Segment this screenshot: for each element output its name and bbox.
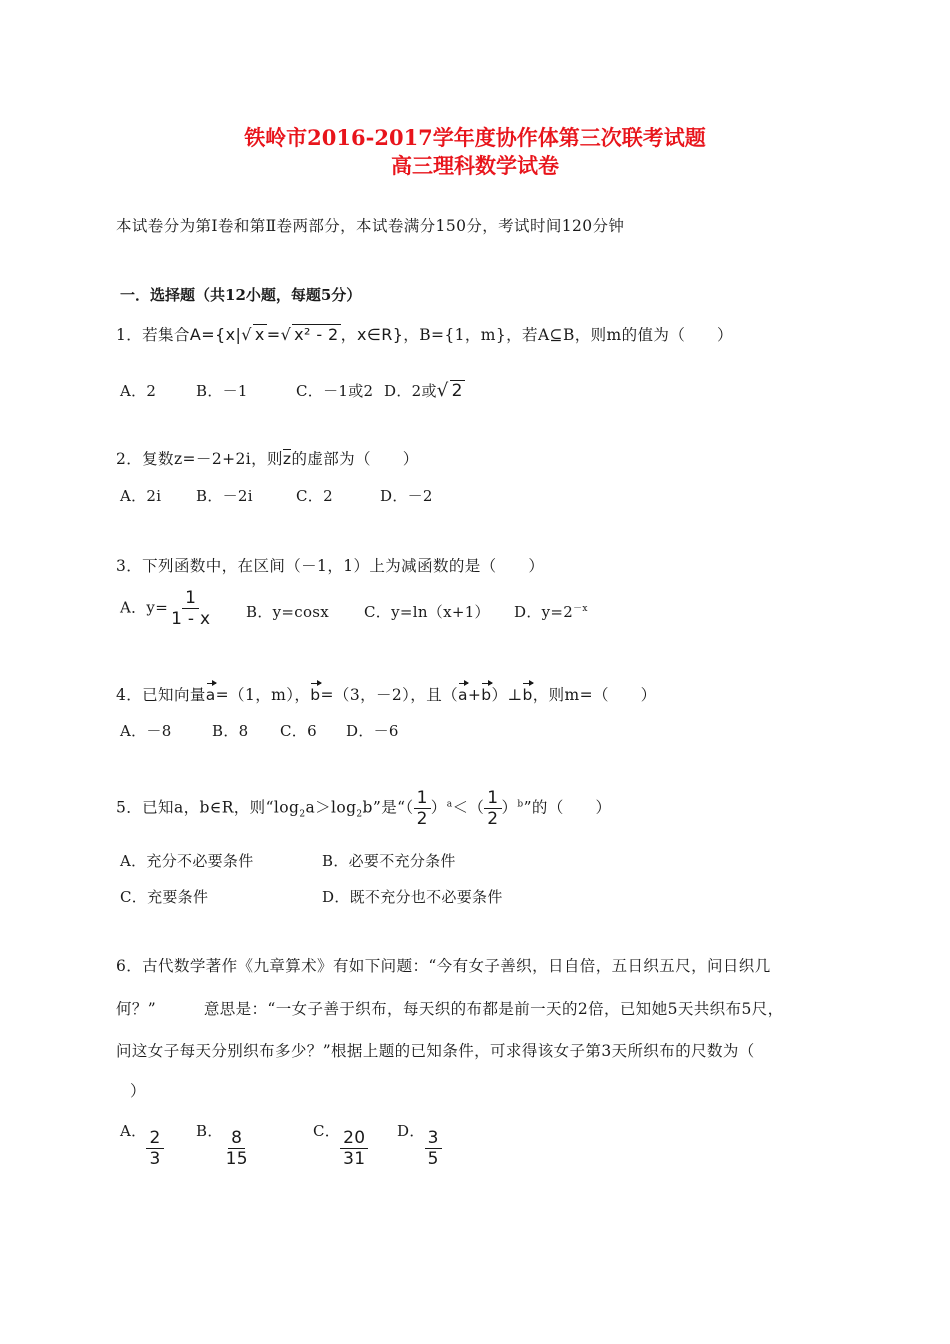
q6-option-b [196,1120,251,1169]
q1-sqrt-x: x [254,325,265,344]
exam-intro: 本试卷分为第Ⅰ卷和第Ⅱ卷两部分，本试卷满分150分，考试时间120分钟 [116,217,625,235]
q1-option-c: C．－1或2 [296,382,374,400]
q6-d-den: 5 [427,1149,439,1169]
q3-option-d-exp: －x [573,604,588,614]
q1-eq: = [266,325,281,344]
q4-option-b: B．8 [212,722,249,740]
q6-option-b-fraction [223,1128,251,1169]
q4-a-value: =（1，m）， [215,686,311,704]
q6-option-a-fraction [146,1128,163,1169]
q1-option-d-text: D．2或 [384,382,437,400]
sqrt-symbol-2: √ [280,325,292,344]
q3-option-c: C．y=ln（x+1） [364,603,490,621]
q4-b-value: =（3，－2），且（ [320,686,458,704]
q2-zbar: z [282,450,292,468]
sqrt-symbol: √ [241,325,252,344]
q4-option-d: D．－6 [346,722,399,740]
q2-option-d: D．－2 [380,487,433,505]
q1-set-expression [190,325,403,344]
q4-option-a: A．－8 [120,722,172,740]
q6-d-num: 3 [425,1128,442,1149]
q6-b-num: 8 [228,1128,245,1149]
q6-c-den: 31 [343,1149,366,1169]
q6-option-a [120,1120,164,1169]
q6-option-a-label: A． [120,1122,147,1140]
vector-b-3: b [522,686,533,704]
q5-option-c: C．充要条件 [120,888,209,906]
q6-option-d [397,1120,442,1169]
q5-frac2-den: 2 [487,809,499,829]
q3-option-d [514,601,588,622]
q1-suffix: ，B={1，m}，若A⊆B，则m的值为（ ） [403,326,733,344]
q6-option-d-label: D． [397,1122,425,1140]
q5-frac2-num: 1 [484,788,501,809]
q1-sqrt-x2: x² - 2 [294,325,339,344]
q5-option-d: D．既不充分也不必要条件 [322,888,503,906]
vector-b-2: b [481,686,492,704]
q5-exp-b: b [517,799,524,810]
q6-option-c-fraction [340,1128,368,1169]
q1-prefix: 1．若集合 [116,326,190,344]
q5-frac1-num: 1 [414,788,431,809]
q6-b-den: 15 [225,1149,248,1169]
q5-mid2: b”是“（ [362,798,414,817]
q4-option-c: C．6 [280,722,317,740]
q1-set-open: A={x| [189,325,242,344]
question-1 [116,322,733,345]
question-4 [116,683,657,705]
q6-a-den: 3 [149,1149,161,1169]
vector-a-2: a [458,686,468,704]
q1-option-d-radicand: 2 [451,381,463,401]
q2-option-b: B．－2i [196,487,253,505]
q1-set-close: ，x∈R} [340,325,404,344]
q6-a-num: 2 [146,1128,163,1149]
q5-exp-a: a [446,799,453,810]
q6-line-3: 问这女子每天分别织布多少？”根据上题的已知条件，可求得该女子第3天所织布的尺数为（ [116,1042,755,1060]
question-2 [116,447,419,469]
q2-suffix: 的虚部为（ ） [291,450,419,468]
q3-fraction [168,588,213,629]
q4-suffix: ，则m=（ ） [532,686,657,704]
vector-a: a [205,686,216,704]
q5-prefix: 5．已知a，b∈R，则“log [116,798,300,817]
vector-b: b [310,686,321,704]
section-heading: 一．选择题（共12小题，每题5分） [120,286,362,304]
q2-option-c: C．2 [296,487,333,505]
q5-log-base-2: 2 [356,809,363,820]
q5-fraction-1 [414,788,431,829]
question-5 [116,788,611,829]
q6-line-4: ） [130,1082,146,1100]
q5-log-base-1: 2 [299,809,306,820]
exam-subtitle: 高三理科数学试卷 [391,153,559,178]
q5-mid1: a＞log [305,798,357,817]
q6-line-2: 何？” 意思是：“一女子善于织布，每天织的布都是前一天的2倍，已知她5天共织布5尺， [116,1000,784,1018]
q4-prefix: 4．已知向量 [116,686,206,704]
q1-option-b: B．－1 [196,382,248,400]
q5-option-b: B．必要不充分条件 [322,852,456,870]
q5-suffix: ”的（ ） [523,798,612,817]
q1-option-d [384,380,465,401]
q3-option-d-base: D．y=2 [514,603,574,621]
q6-option-c [313,1120,368,1169]
exam-title: 铁岭市2016-2017学年度协作体第三次联考试题 [244,125,706,150]
q5-fraction-2 [484,788,501,829]
q5-lt: ＜（ [452,798,485,817]
q3-option-a-label: A．y= [120,598,169,617]
q1-option-a: A．2 [120,382,157,400]
q6-line-1: 6．古代数学著作《九章算术》有如下问题：“今有女子善织，日自倍，五日织五尺，问日织几 [116,957,771,975]
sqrt-symbol-3: √ [436,380,449,401]
q5-option-a: A．充分不必要条件 [120,852,254,870]
q3-frac-den: 1 - x [171,609,211,629]
q6-option-b-label: B． [196,1122,223,1140]
q5-rp2: ） [501,798,518,817]
q4-plus: + [467,686,482,704]
q6-option-d-fraction [425,1128,442,1169]
q2-option-a: A．2i [120,487,162,505]
q5-frac1-den: 2 [416,809,428,829]
q4-perp: ）⊥ [491,686,523,704]
question-3: 3．下列函数中，在区间（－1，1）上为减函数的是（ ） [116,557,545,575]
q2-prefix: 2．复数z=－2+2i，则 [116,450,283,468]
q3-frac-num: 1 [182,588,199,609]
q3-option-b: B．y=cosx [246,603,330,621]
q3-option-a [120,588,213,629]
q6-c-num: 20 [340,1128,368,1149]
q6-option-c-label: C． [313,1122,341,1140]
q5-rp1: ） [430,798,447,817]
